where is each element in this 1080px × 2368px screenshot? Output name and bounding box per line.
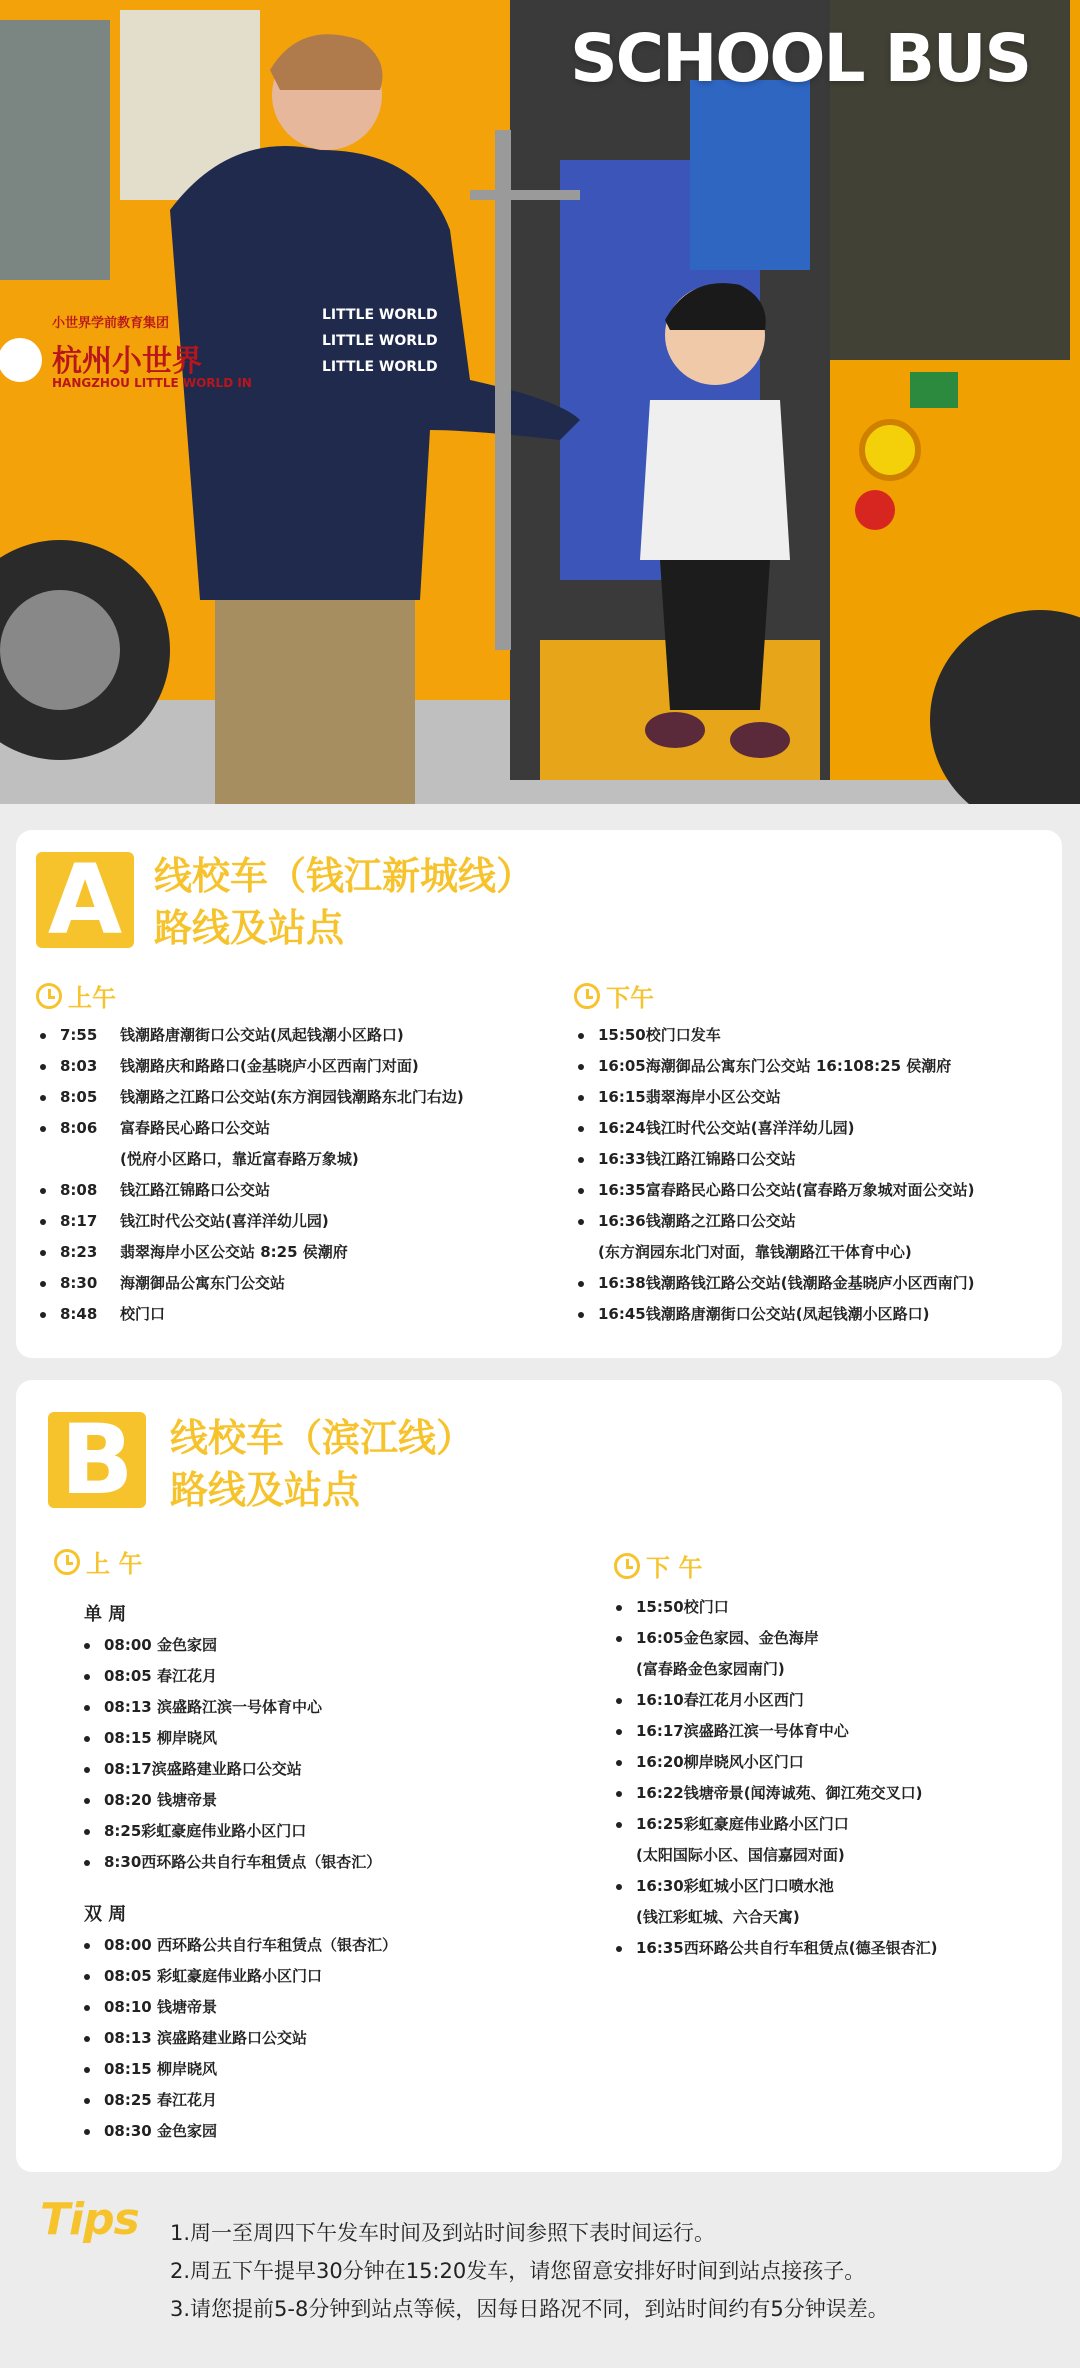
stop-name: 8:25彩虹豪庭伟业路小区门口 [104,1822,307,1840]
stop-item [574,1206,974,1237]
stop-name: 15:50校门口 [636,1598,729,1616]
stop-name: 钱江时代公交站(喜洋洋幼儿园) [120,1212,329,1230]
stop-name: 16:45钱潮路唐潮街口公交站(凤起钱潮小区路口) [598,1305,930,1323]
route-b-afternoon-heading: 下 午 [614,1548,702,1583]
route-a-morning-heading: 上午 [36,978,116,1013]
stop-name: 16:17滨盛路江滨一号体育中心 [636,1722,849,1740]
stop-item [80,1754,381,1785]
stop-name: 钱潮路之江路口公交站(东方润园钱潮路东北门右边) [120,1088,464,1106]
stop-name: 08:30 金色家园 [104,2122,217,2140]
stop-name: (钱江彩虹城、六合天寓) [636,1908,800,1926]
stop-name: (东方润园东北门对面，靠钱潮路江干体育中心) [598,1243,912,1261]
stop-name: 16:20柳岸晓风小区门口 [636,1753,804,1771]
stop-name: 08:13 滨盛路江滨一号体育中心 [104,1698,322,1716]
stop-time: 8:17 [60,1212,98,1230]
stop-item [612,1685,937,1716]
clock-icon [54,1549,80,1575]
stop-item [36,1299,464,1330]
route-b-single-week-list [80,1630,381,1878]
stop-name: 16:24钱江时代公交站(喜洋洋幼儿园) [598,1119,855,1137]
route-b-double-week-list [80,1930,397,2147]
stop-name: 08:15 柳岸晓风 [104,2060,217,2078]
stop-time: 8:48 [60,1305,98,1323]
bus-sign-small: 小世界学前教育集团 [52,316,170,331]
stop-item [80,1785,381,1816]
stop-name: 16:38钱潮路钱江路公交站(钱潮路金基晓庐小区西南门) [598,1274,975,1292]
hoodie-print: LITTLE WORLD LITTLE WORLD LITTLE WORLD [322,307,438,375]
stop-item [574,1113,974,1144]
stop-item [612,1933,937,1964]
route-a-morning-list [36,1020,464,1330]
stop-note [612,1654,937,1685]
stop-name: 富春路民心路口公交站 [120,1119,271,1137]
stop-item [80,2054,397,2085]
stop-note [36,1144,464,1175]
route-b-card [16,1380,1062,2172]
stop-name: 15:50校门口发车 [598,1026,721,1044]
stop-item [612,1716,937,1747]
stop-item [80,1692,381,1723]
stop-item [36,1020,464,1051]
stop-name: 16:05海潮御品公寓东门公交站 16:108:25 侯潮府 [598,1057,952,1075]
stop-item [80,1630,381,1661]
stop-name: 08:05 彩虹豪庭伟业路小区门口 [104,1967,322,1985]
stop-name: 08:00 西环路公共自行车租赁点（银杏汇） [104,1936,397,1954]
stop-time: 8:08 [60,1181,98,1199]
stop-name: 08:25 春江花月 [104,2091,217,2109]
stop-item [80,1661,381,1692]
stop-time: 8:23 [60,1243,98,1261]
stop-item [612,1592,937,1623]
stop-item [612,1809,937,1840]
route-a-badge: A [36,852,134,948]
stop-time: 8:05 [60,1088,98,1106]
tip-line: 2.周五下午提早30分钟在15:20发车，请您留意安排好时间到站点接孩子。 [170,2259,866,2283]
stop-item [80,1816,381,1847]
stop-name: 海潮御品公寓东门公交站 [120,1274,286,1292]
stop-item [80,2116,397,2147]
stop-time: 8:03 [60,1057,98,1075]
stop-item [612,1871,937,1902]
stop-name: 钱潮路唐潮街口公交站(凤起钱潮小区路口) [120,1026,404,1044]
hero-title: SCHOOL BUS [570,20,1030,97]
double-week-label: 双 周 [84,1904,127,1925]
stop-item [36,1237,464,1268]
route-b-afternoon-list [612,1592,937,1964]
route-a-card [16,830,1062,1358]
stop-item [574,1020,974,1051]
stop-name: (富春路金色家园南门) [636,1660,785,1678]
stop-name: 16:05金色家园、金色海岸 [636,1629,819,1647]
hero-photo [0,0,1080,804]
tips-label: Tips [40,2194,139,2245]
tips-list [170,2214,889,2328]
stop-name: 16:36钱潮路之江路口公交站 [598,1212,796,1230]
route-b-morning-heading: 上 午 [54,1544,142,1579]
stop-name: 16:30彩虹城小区门口喷水池 [636,1877,834,1895]
stop-name: 16:35富春路民心路口公交站(富春路万象城对面公交站) [598,1181,975,1199]
school-bus-photo [0,0,1080,804]
stop-name: 08:05 春江花月 [104,1667,217,1685]
route-b-badge: B [48,1412,146,1508]
stop-name: 钱潮路庆和路路口(金基晓庐小区西南门对面) [120,1057,419,1075]
route-a-title: 线校车（钱江新城线） 路线及站点 [154,854,535,950]
stop-name: 08:00 金色家园 [104,1636,217,1654]
stop-item [574,1268,974,1299]
stop-item [612,1747,937,1778]
route-a-afternoon-heading: 下午 [574,978,654,1013]
stop-item [80,1961,397,1992]
stop-item [80,1723,381,1754]
stop-name: 16:25彩虹豪庭伟业路小区门口 [636,1815,849,1833]
tip-line: 1.周一至周四下午发车时间及到站时间参照下表时间运行。 [170,2221,716,2245]
stop-name: 16:33钱江路江锦路口公交站 [598,1150,796,1168]
bus-sign: 杭州小世界 [52,344,202,379]
stop-item [574,1051,974,1082]
stop-item [36,1113,464,1144]
stop-name: 钱江路江锦路口公交站 [120,1181,271,1199]
stop-item [80,1847,381,1878]
stop-time: 7:55 [60,1026,98,1044]
stop-name: 翡翠海岸小区公交站 8:25 侯潮府 [120,1243,348,1261]
tip-line: 3.请您提前5-8分钟到站点等候，因每日路况不同，到站时间约有5分钟误差。 [170,2297,889,2321]
stop-item [574,1299,974,1330]
stop-name: 08:15 柳岸晓风 [104,1729,217,1747]
bus-sign-en: HANGZHOU LITTLE WORLD IN [52,376,252,390]
stop-item [80,1930,397,1961]
stop-time: 8:06 [60,1119,98,1137]
stop-name: 16:22钱塘帝景(闻涛诚苑、御江苑交叉口) [636,1784,923,1802]
clock-icon [36,983,62,1009]
stop-name: 16:10春江花月小区西门 [636,1691,804,1709]
stop-item [36,1268,464,1299]
stop-note [574,1237,974,1268]
stop-time: 8:30 [60,1274,98,1292]
stop-name: 16:15翡翠海岸小区公交站 [598,1088,781,1106]
stop-name: 8:30西环路公共自行车租赁点（银杏汇） [104,1853,382,1871]
clock-icon [614,1553,640,1579]
stop-item [36,1206,464,1237]
stop-name: 08:13 滨盛路建业路口公交站 [104,2029,307,2047]
stop-item [36,1082,464,1113]
stop-item [36,1175,464,1206]
stop-item [574,1082,974,1113]
stop-name: 16:35西环路公共自行车租赁点(德圣银杏汇) [636,1939,938,1957]
stop-item [80,2023,397,2054]
stop-name: 校门口 [120,1305,166,1323]
stop-note [612,1902,937,1933]
stop-name: 08:10 钱塘帝景 [104,1998,217,2016]
route-a-afternoon-list [574,1020,974,1330]
stop-item [574,1175,974,1206]
stop-name: (太阳国际小区、国信嘉园对面) [636,1846,845,1864]
stop-item [574,1144,974,1175]
single-week-label: 单 周 [84,1604,127,1625]
stop-item [80,1992,397,2023]
stop-item [612,1778,937,1809]
stop-item [36,1051,464,1082]
route-b-title: 线校车（滨江线） 路线及站点 [170,1416,475,1512]
stop-name: 08:17滨盛路建业路口公交站 [104,1760,302,1778]
clock-icon [574,983,600,1009]
stop-item [80,2085,397,2116]
stop-name: 08:20 钱塘帝景 [104,1791,217,1809]
stop-name: (悦府小区路口，靠近富春路万象城) [120,1150,359,1168]
stop-note [612,1840,937,1871]
stop-item [612,1623,937,1654]
